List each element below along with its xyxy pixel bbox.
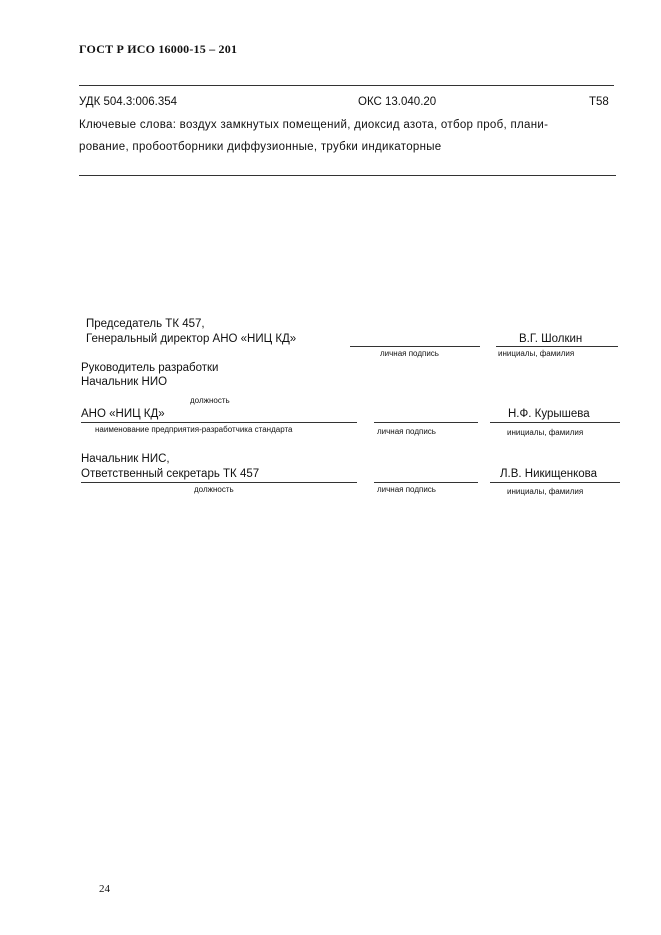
secretary-name-caption: инициалы, фамилия bbox=[507, 487, 584, 496]
chair-signature-caption: личная подпись bbox=[380, 349, 439, 358]
dev-head-name-caption: инициалы, фамилия bbox=[507, 428, 584, 437]
oks-code: ОКС 13.040.20 bbox=[358, 96, 437, 108]
chair-title-line-1: Председатель ТК 457, bbox=[86, 318, 205, 330]
dev-head-title-line-2: Начальник НИО bbox=[81, 376, 168, 388]
dev-head-name: Н.Ф. Курышева bbox=[508, 408, 590, 420]
keywords-line-2: рование, пробоотборники диффузионные, трубки индикаторные bbox=[79, 141, 442, 153]
secretary-title-line-1: Начальник НИС, bbox=[81, 453, 170, 465]
chair-title-line-2: Генеральный директор АНО «НИЦ КД» bbox=[86, 333, 297, 345]
chair-signature-line bbox=[350, 346, 480, 347]
dev-head-signature-caption: личная подпись bbox=[377, 427, 436, 436]
category-code: Т58 bbox=[589, 96, 609, 108]
udk-code: УДК 504.3:006.354 bbox=[79, 96, 178, 108]
chair-name-caption: инициалы, фамилия bbox=[498, 349, 575, 358]
top-rule bbox=[79, 85, 614, 86]
bottom-rule bbox=[79, 175, 616, 176]
keywords-line-1: Ключевые слова: воздух замкнутых помещений, диоксид азота, отбор проб, плани- bbox=[79, 119, 549, 131]
chair-name: В.Г. Шолкин bbox=[519, 333, 583, 345]
secretary-signature-line bbox=[374, 482, 478, 483]
page-number: 24 bbox=[99, 883, 110, 895]
dev-head-signature-line bbox=[374, 422, 478, 423]
dev-head-name-line bbox=[490, 422, 620, 423]
secretary-position-caption: должность bbox=[194, 485, 234, 494]
secretary-position-line bbox=[81, 482, 357, 483]
dev-head-org-caption: наименование предприятия-разработчика стандарта bbox=[95, 425, 293, 434]
chair-name-line bbox=[496, 346, 618, 347]
secretary-name: Л.В. Никищенкова bbox=[500, 468, 597, 480]
secretary-name-line bbox=[490, 482, 620, 483]
dev-head-org-line bbox=[81, 422, 357, 423]
document-header: ГОСТ Р ИСО 16000-15 – 201 bbox=[79, 42, 238, 56]
dev-head-organization: АНО «НИЦ КД» bbox=[81, 408, 165, 420]
dev-head-position-caption: должность bbox=[190, 396, 230, 405]
secretary-signature-caption: личная подпись bbox=[377, 485, 436, 494]
dev-head-title-line-1: Руководитель разработки bbox=[81, 362, 219, 374]
secretary-title-line-2: Ответственный секретарь ТК 457 bbox=[81, 468, 260, 480]
